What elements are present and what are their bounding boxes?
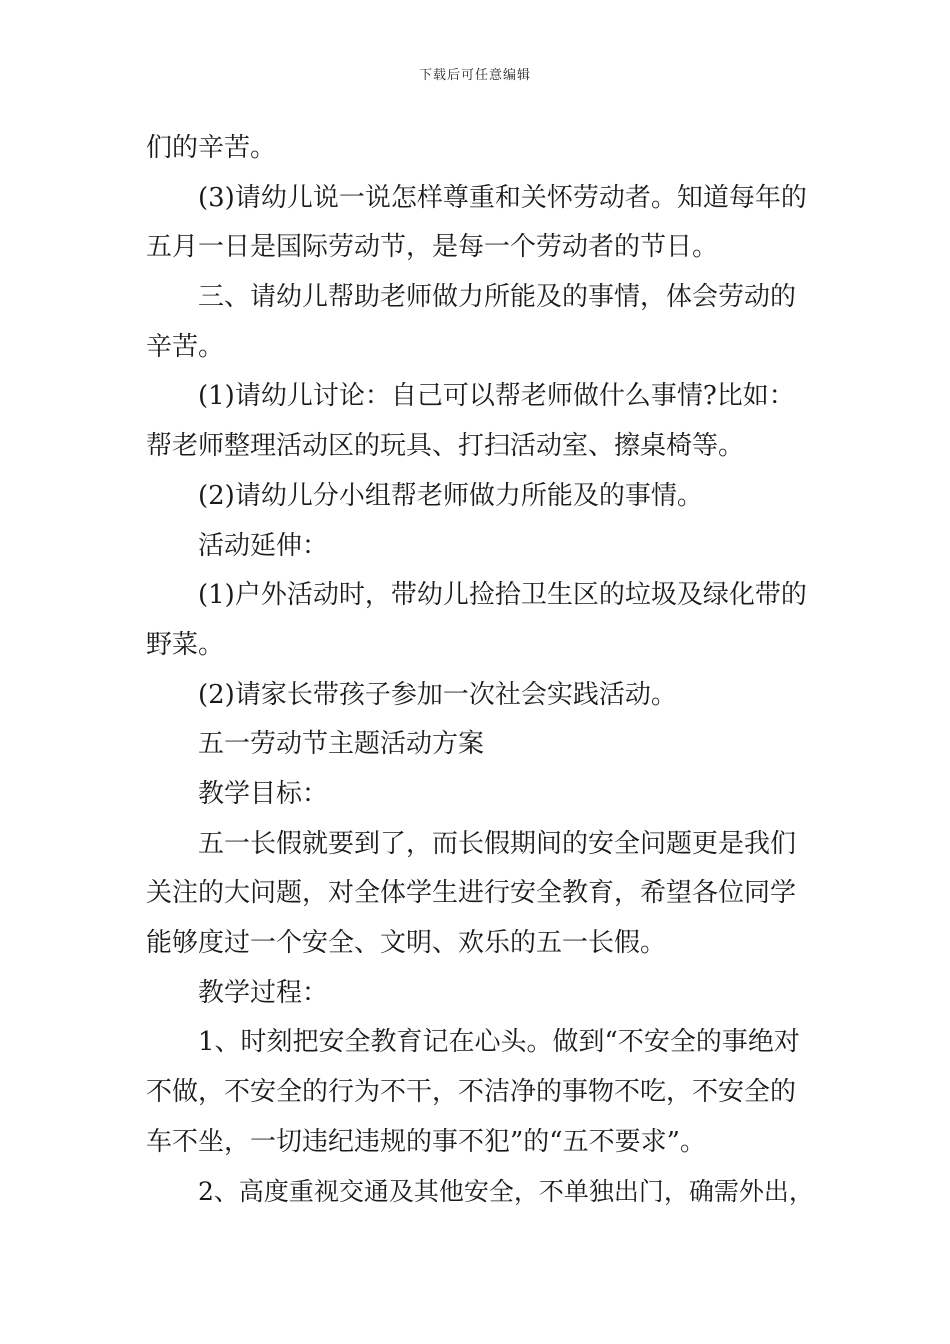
text-line: (2)请家长带孩子参加一次社会实践活动。 bbox=[198, 679, 677, 710]
text-line: 五月一日是国际劳动节，是每一个劳动者的节日。 bbox=[146, 232, 719, 263]
text-line: 1、时刻把安全教育记在心头。做到“不安全的事绝对 bbox=[198, 1027, 800, 1058]
text-line: (1)户外活动时，带幼儿捡拾卫生区的垃圾及绿化带的 bbox=[198, 580, 807, 611]
document-body bbox=[146, 124, 814, 1217]
text-line: 不做，不安全的行为不干，不洁净的事物不吃，不安全的 bbox=[146, 1077, 797, 1108]
text-line: 帮老师整理活动区的玩具、打扫活动室、擦桌椅等。 bbox=[146, 431, 745, 462]
text-line: 车不坐，一切违纪违规的事不犯”的“五不要求”。 bbox=[146, 1126, 706, 1157]
text-line: (1)请幼儿讨论：自己可以帮老师做什么事情?比如： bbox=[198, 381, 795, 412]
text-line: 关注的大问题，对全体学生进行安全教育，希望各位同学 bbox=[146, 878, 797, 909]
text-line: (3)请幼儿说一说怎样尊重和关怀劳动者。知道每年的 bbox=[198, 182, 807, 213]
text-line: 2、高度重视交通及其他安全，不单独出门，确需外出， bbox=[198, 1177, 814, 1207]
text-line: 野菜。 bbox=[146, 629, 225, 660]
text-line: 三、请幼儿帮助老师做力所能及的事情，体会劳动的 bbox=[198, 282, 797, 313]
page-header: 下载后可任意编辑 bbox=[418, 68, 531, 83]
text-line: 能够度过一个安全、文明、欢乐的五一长假。 bbox=[146, 928, 667, 958]
text-line: (2)请幼儿分小组帮老师做力所能及的事情。 bbox=[198, 480, 703, 511]
text-line: 教学目标： bbox=[198, 778, 329, 809]
text-line: 辛苦。 bbox=[146, 331, 225, 362]
text-line: 活动延伸： bbox=[198, 530, 329, 561]
text-line: 五一劳动节主题活动方案 bbox=[198, 729, 485, 760]
text-line: 五一长假就要到了，而长假期间的安全问题更是我们 bbox=[198, 828, 797, 859]
text-line: 们的辛苦。 bbox=[146, 133, 277, 163]
text-line: 教学过程： bbox=[198, 977, 329, 1008]
